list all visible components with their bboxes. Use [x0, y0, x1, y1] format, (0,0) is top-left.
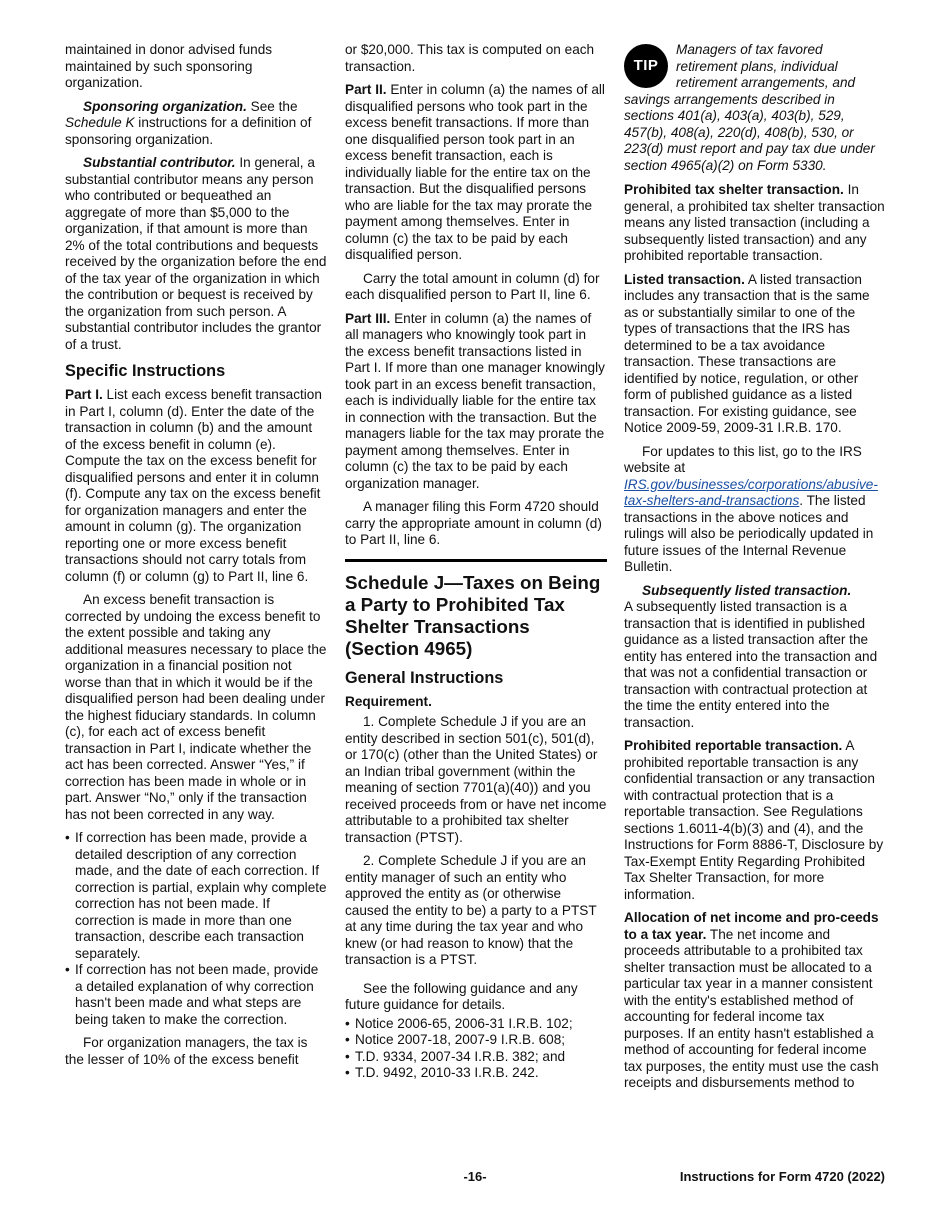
- text: A listed transaction includes any transaction that is the same as or substantially similar to one of the types of transactions that the IRS has determined to be a tax avoidance transaction. These transactions are identified by notice, regulation, or other form of published guidance as a listed transaction. For existing guidance, see Notice 2009-59, 2009-31 I.R.B. 170.: [624, 271, 870, 435]
- paragraph-updates: [624, 444, 886, 576]
- text: A prohibited reportable transaction is any confidential transaction or any transaction with contractual protection that is a reportable transaction. See Regulations sections 1.6011-4(b)(3) and (4), and the Instructions for Form 8886-T, Disclosure by Tax-Exempt Entity Regarding Prohibited Tax Shelter Transaction, for more information.: [624, 738, 884, 902]
- schedule-j-heading: Schedule J—Taxes on Being a Party to Prohibited Tax Shelter Transactions (Section 4965): [345, 559, 607, 660]
- text: A subsequently listed transaction is a transaction that is identified in published guidance as a listed transaction after the entity has entered into the transaction and that was not a confidential transaction or transaction with contractual protection at the time the entity entered into the transaction.: [624, 599, 878, 730]
- footer-form-title: Instructions for Form 4720 (2022): [679, 1169, 885, 1184]
- paragraph: maintained in donor advised funds maintained by such sponsoring organization.: [65, 42, 273, 90]
- term-substantial-contributor: Substantial contributor.: [83, 155, 236, 170]
- paragraph-see-following: See the following guidance and any future guidance for details.: [345, 980, 578, 1012]
- text: The net income and proceeds attributable to a prohibited tax shelter transaction must be allocated to a particular tax year in a manner consistent with the entity's established method of accounting for federal income tax purposes. If an entity hasn't established a method of accounting for federal income tax purposes, the entity must use the cash receipts and disbursements method to: [624, 926, 879, 1090]
- text: In general, a substantial contributor means any person who contributed or bequeathed an aggregate of more than $5,000 to the organization, if that amount is more than 2% of the total contributions and bequests received by the organization before the end of the tax year of the organization in which the contribution or bequest is received by the organization from such person. A substantial contributor includes the grantor of a trust.: [65, 155, 327, 352]
- paragraph-prohibited-tax-shelter: [624, 182, 886, 265]
- paragraph-substantial: [65, 155, 327, 353]
- guidance-item: • Notice 2006-65, 2006-31 I.R.B. 102;: [345, 1016, 607, 1033]
- column-3: [624, 42, 886, 1099]
- paragraph-part-1: [65, 387, 327, 585]
- term-part-3: Part III.: [345, 310, 391, 326]
- term-sponsoring-organization: Sponsoring organization.: [83, 98, 247, 114]
- term-part-2: Part II.: [345, 82, 387, 97]
- text: For updates to this list, go to the IRS website at: [624, 443, 862, 475]
- column-2: [345, 42, 607, 1082]
- requirement-item-2: 2. Complete Schedule J if you are an entity manager of such an entity who approved the entity as (or otherwise caused the entity to be) a party to a PTST at any time during the tax year and who knew (or had reason to know) that the transaction is a PTST.: [345, 853, 597, 967]
- term-subsequently-listed: Subsequently listed transaction.: [642, 582, 852, 598]
- paragraph-prohibited-reportable: [624, 738, 886, 903]
- term-listed-transaction: Listed transaction.: [624, 271, 745, 287]
- column-1: [65, 42, 327, 1075]
- tip-text: Managers of tax favored retirement plans, individual retirement arrangements, and savings arrangements described in sections 401(a), 403(a), 403(b), 529, 457(b), 408(a), 220(d), 408(b), 530, or 223(d) must report and pay tax due under section 4965(a)(2) on Form 5330.: [624, 42, 875, 173]
- term-part-1: Part I.: [65, 387, 103, 402]
- text: instructions for a definition of sponsoring organization.: [65, 115, 312, 147]
- irs-abusive-tax-shelters-link[interactable]: IRS.gov/businesses/corporations/abusive-tax-shelters-and-transactions: [624, 476, 878, 508]
- paragraph-allocation: [624, 910, 886, 1092]
- tip-icon: TIP: [624, 44, 668, 88]
- paragraph-subsequently-listed: [624, 583, 886, 732]
- text: List each excess benefit transaction in Part I, column (d). Enter the date of the transaction in column (b) and the amount of the excess benefit in column (e). Compute the tax on the excess benefit for disqualified persons and enter it in column (f). Compute any tax on the excess benefit for organization managers and enter the amount in column (g). The organization reporting one or more excess benefit transactions should not carry totals from column (f) or column (g) to Part II, line 6.: [65, 387, 322, 584]
- paragraph-part-2: [345, 82, 607, 264]
- requirement-label: Requirement.: [345, 693, 432, 709]
- paragraph-part-3: [345, 311, 607, 493]
- paragraph-managers-tax: For organization managers, the tax is the lesser of 10% of the excess benefit: [65, 1035, 308, 1067]
- text: . The listed transactions in the above notices and rulings will also be periodically updated in future issues of the Internal Revenue Bulletin.: [624, 493, 874, 574]
- requirement-item-1: 1. Complete Schedule J if you are an entity described in section 501(c), 501(d), or 170(c) (other than the United States) or an Indian tribal government (within the meaning of section 7701(a)(40)) and you received proceeds from or have net income attributable to a prohibited tax shelter transaction (PTST).: [345, 714, 607, 845]
- guidance-item: • T.D. 9492, 2010-33 I.R.B. 242.: [345, 1065, 607, 1082]
- text: Enter in column (a) the names of all managers who knowingly took part in the excess benefit transactions listed in Part I. If more than one manager knowingly took part in an excess benefit transaction, each is individually liable for the entire tax in connection with the transaction. But the managers liable for the tax may prorate the payment among themselves. Enter in column (c) the tax to be paid by each organization manager.: [345, 310, 605, 491]
- general-instructions-heading: General Instructions: [345, 668, 504, 687]
- specific-instructions-heading: Specific Instructions: [65, 362, 226, 380]
- guidance-list: [345, 1016, 607, 1082]
- page-number: -16-: [463, 1169, 487, 1184]
- term-prohibited-tax-shelter: Prohibited tax shelter transaction.: [624, 182, 844, 197]
- guidance-item: • Notice 2007-18, 2007-9 I.R.B. 608;: [345, 1032, 607, 1049]
- tip-box: [624, 42, 886, 174]
- bullet-item: • If correction has not been made, provide a detailed explanation of why correction hasn't been made and what steps are being taken to make the correction.: [65, 962, 327, 1028]
- text: Enter in column (a) the names of all disqualified persons who took part in the excess benefit transactions. If more than one disqualified person took part in an excess benefit transaction, each is individually liable for the entire tax on the transaction. But the disqualified persons who are liable for the tax may prorate the payment among themselves. Enter in column (c) the tax to be paid by each disqualified person.: [345, 82, 605, 262]
- paragraph-sponsoring: [65, 99, 327, 149]
- paragraph-listed-transaction: [624, 272, 886, 437]
- paragraph: or $20,000. This tax is computed on each transaction.: [345, 42, 595, 74]
- bullet-item: • If correction has been made, provide a detailed description of any correction made, and the date of each correction. If correction is partial, explain why complete correction has not been made. If correction is made in more than one transaction, describe each transaction separately.: [65, 830, 327, 962]
- guidance-item: • T.D. 9334, 2007-34 I.R.B. 382; and: [345, 1049, 607, 1066]
- text: See the: [246, 98, 298, 114]
- text: In general, a prohibited tax shelter transaction means any listed transaction (including a subsequently listed transaction) and any prohibited reportable transaction.: [624, 182, 885, 263]
- paragraph-correction: An excess benefit transaction is corrected by undoing the excess benefit to the extent possible and taking any additional measures necessary to place the organization in a financial position not worse than that in which it would be if the disqualified person had been dealing under the highest fiduciary standards. In column (c), for each act of excess benefit transaction in Part I, indicate whether the act has been corrected. Answer “Yes,” if correction has been made in whole or in part. Answer “No,” only if the transaction has not been corrected in any way.: [65, 592, 327, 822]
- term-allocation: Allocation of net income and pro-ceeds to a tax year.: [624, 910, 879, 942]
- paragraph-carry: Carry the total amount in column (d) for each disqualified person to Part II, line 6.: [345, 270, 600, 302]
- term-prohibited-reportable: Prohibited reportable transaction.: [624, 738, 843, 753]
- schedule-k-ref: Schedule K: [65, 115, 135, 130]
- paragraph-manager-filing: A manager filing this Form 4720 should carry the appropriate amount in column (d) to Part II, line 6.: [345, 499, 602, 547]
